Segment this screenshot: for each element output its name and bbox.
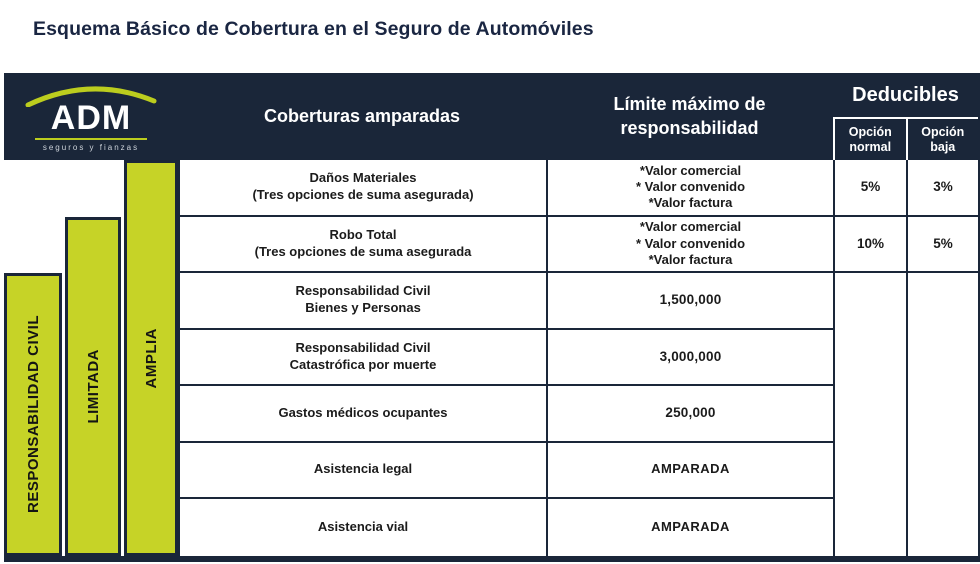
logo-name: ADM [50, 99, 132, 137]
limit-cell: AMPARADA [546, 443, 833, 500]
header-limit-line2: responsabilidad [620, 117, 759, 138]
option-normal-line2: normal [849, 139, 892, 154]
coverage-cell [178, 386, 546, 443]
option-normal-line1: Opción [848, 124, 892, 139]
coverage-line: (Tres opciones de suma asegurada) [252, 187, 474, 203]
limit-line: *Valor comercial [639, 162, 742, 178]
header-limit [546, 73, 833, 160]
coverage-cell [178, 499, 546, 556]
coverage-line: Responsabilidad Civil [295, 283, 431, 299]
limit-cell [546, 217, 833, 274]
header-option-normal [833, 119, 906, 160]
header-deductibles: Deducibles [852, 83, 959, 106]
logo-underline [35, 138, 147, 140]
brand-logo [21, 81, 161, 152]
header-option-low [906, 119, 979, 160]
coverage-line: Catastrófica por muerte [289, 356, 437, 372]
limit-cell: AMPARADA [546, 499, 833, 556]
header-deductibles-group [833, 73, 978, 160]
limit-cell: 250,000 [546, 386, 833, 443]
coverage-cell [178, 160, 546, 217]
coverage-level-bars [4, 160, 178, 556]
coverage-line: Daños Materiales [309, 170, 417, 186]
deductible-normal-cell: 10% [833, 217, 906, 274]
coverage-cell [178, 273, 546, 330]
deductible-low-cell: 5% [906, 217, 978, 274]
bar-responsabilidad-civil-label: RESPONSABILIDAD CIVIL [24, 315, 42, 514]
option-low-line2: baja [930, 139, 956, 154]
coverage-cell [178, 217, 546, 274]
deductible-normal-cell: 5% [833, 160, 906, 217]
option-low-line1: Opción [921, 124, 965, 139]
deductible-low-cell: 3% [906, 160, 978, 217]
coverage-line: Bienes y Personas [305, 300, 421, 316]
coverage-line: (Tres opciones de suma asegurada [254, 243, 472, 259]
limit-cell: 3,000,000 [546, 330, 833, 387]
bar-amplia-label: AMPLIA [142, 327, 160, 388]
bar-responsabilidad-civil [4, 273, 62, 556]
limit-cell: 1,500,000 [546, 273, 833, 330]
header-coverages: Coberturas amparadas [178, 73, 546, 160]
coverage-cell [178, 443, 546, 500]
limit-line: *Valor comercial [639, 219, 742, 235]
page-title: Esquema Básico de Cobertura en el Seguro de Automóviles [33, 18, 594, 40]
bar-limitada-label: LIMITADA [84, 348, 102, 424]
merged-deductible-low-cell [906, 273, 978, 556]
coverage-line: Asistencia legal [313, 461, 413, 477]
coverage-line: Responsabilidad Civil [295, 339, 431, 355]
coverage-cell [178, 330, 546, 387]
limit-line: * Valor convenido [635, 235, 746, 251]
bar-amplia [124, 160, 178, 556]
coverage-table [4, 73, 980, 562]
limit-line: *Valor factura [648, 251, 733, 267]
merged-deductible-normal-cell [833, 273, 906, 556]
coverage-line: Gastos médicos ocupantes [278, 404, 448, 420]
table-bottom-bar [4, 556, 978, 562]
limit-cell [546, 160, 833, 217]
header-limit-line1: Límite máximo de [613, 94, 766, 115]
limit-line: * Valor convenido [635, 179, 746, 195]
limit-line: *Valor factura [648, 195, 733, 211]
logo-tagline: seguros y fianzas [42, 143, 140, 152]
bar-limitada [65, 217, 121, 556]
coverage-line: Asistencia vial [317, 518, 409, 534]
header-logo-cell [4, 73, 178, 160]
coverage-line: Robo Total [329, 226, 397, 242]
header-deductible-options [833, 117, 978, 160]
